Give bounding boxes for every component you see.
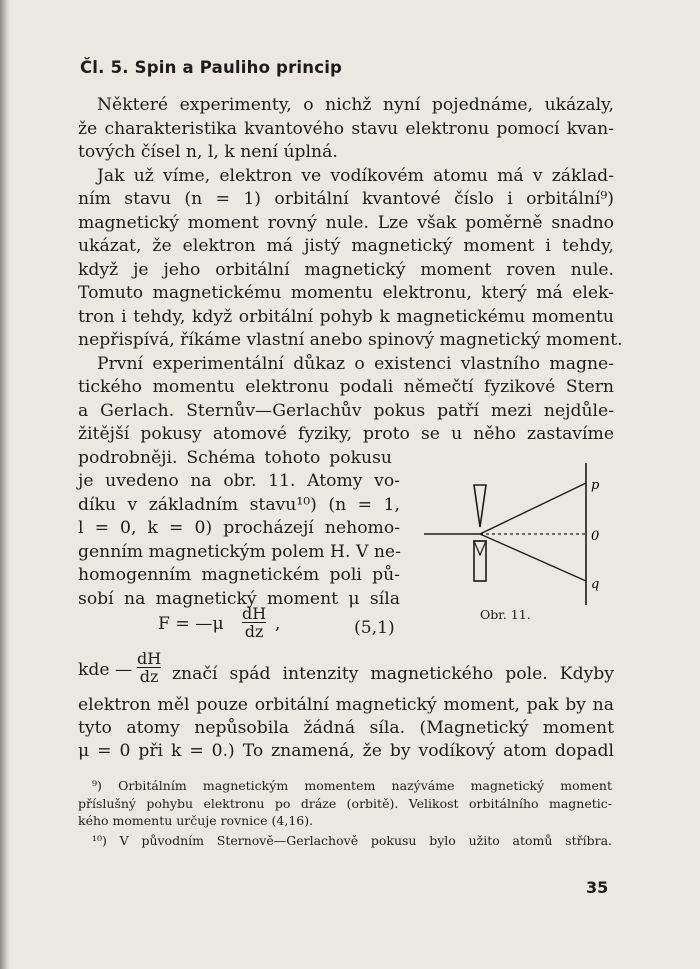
magnet-upper-pole xyxy=(474,485,486,527)
kde-frac-den: dz xyxy=(139,667,159,686)
page-edge-shadow xyxy=(0,0,10,969)
text-line-6: magnetický moment rovný nule. Lze však poměrně snadno xyxy=(78,213,614,233)
stern-gerlach-diagram xyxy=(420,455,610,615)
footnote-9-line-1: ⁹) Orbitálním magnetickým momentem nazýváme magnetický moment xyxy=(92,778,612,793)
kde-rest: značí spád intenzity magnetického pole. Kdyby xyxy=(172,664,614,684)
text-line-24: tyto atomy nepůsobila žádná síla. (Magnetický moment xyxy=(78,718,614,738)
equation-frac-num: dH xyxy=(242,604,267,623)
text-line-4: Jak už víme, elektron ve vodíkovém atomu má v základ- xyxy=(97,166,614,186)
footnote-9-line-3: kého momentu určuje rovnice (4,16). xyxy=(78,813,314,828)
label-0: 0 xyxy=(591,529,600,544)
text-line-22: sobí na magnetický moment μ síla xyxy=(78,589,400,609)
text-line-9: Tomuto magnetickému momentu elektronu, který má elek- xyxy=(78,283,614,303)
text-line-13: tického momentu elektronu podali němečtí fyzikové Stern xyxy=(78,377,614,397)
kde-fraction xyxy=(137,650,161,685)
equation-number: (5,1) xyxy=(354,618,395,638)
text-line-19: l = 0, k = 0) procházejí nehomo- xyxy=(78,518,400,538)
text-line-1: Některé experimenty, o nichž nyní pojednáme, ukázaly, xyxy=(97,95,614,115)
text-line-11: nepřispívá, říkáme vlastní anebo spinový magnetický moment. xyxy=(78,330,623,350)
figure-caption: Obr. 11. xyxy=(480,607,531,622)
text-line-12: První experimentální důkaz o existenci vlastního magne- xyxy=(97,354,614,374)
equation-lhs: F = —μ xyxy=(158,614,224,634)
beam-q xyxy=(480,534,586,581)
footnote-10: ¹⁰) V původním Sternově—Gerlachově pokusu bylo užito atomů stříbra. xyxy=(92,833,612,848)
text-line-8: když je jeho orbitální magnetický moment roven nule. xyxy=(78,260,614,280)
text-line-15: žitější pokusy atomové fyziky, proto se u něho zastavíme xyxy=(78,424,614,444)
beam-p xyxy=(480,483,586,534)
equation-fraction xyxy=(242,605,266,640)
text-line-18: díku v základním stavu¹⁰) (n = 1, xyxy=(78,495,400,515)
text-line-21: homogenním magnetickém poli pů- xyxy=(78,565,400,585)
text-line-7: ukázat, že elektron má jistý magnetický moment i tehdy, xyxy=(78,236,614,256)
text-line-3: tových čísel n, l, k není úplná. xyxy=(78,142,338,162)
text-line-16: podrobněji. Schéma tohoto pokusu xyxy=(78,448,392,468)
label-p: p xyxy=(591,478,600,493)
magnet-lower-tip xyxy=(474,541,486,555)
text-line-17: je uvedeno na obr. 11. Atomy vo- xyxy=(78,471,400,491)
label-q: q xyxy=(591,577,600,592)
text-line-20: genním magnetickým polem H. V ne- xyxy=(78,542,401,562)
section-title: Čl. 5. Spin a Pauliho princip xyxy=(80,58,343,77)
text-line-23: elektron měl pouze orbitální magnetický moment, pak by na xyxy=(78,695,614,715)
text-line-14: a Gerlach. Sternův—Gerlachův pokus patří mezi nejdůle- xyxy=(78,401,614,421)
text-line-25: μ = 0 při k = 0.) To znamená, že by vodíkový atom dopadl xyxy=(78,741,614,761)
kde-prefix: kde — xyxy=(78,660,133,680)
equation-comma: , xyxy=(275,614,281,634)
text-line-10: tron i tehdy, když orbitální pohyb k magnetickému momentu xyxy=(78,307,614,327)
magnet-lower-pole xyxy=(474,541,486,581)
page-number: 35 xyxy=(586,878,609,897)
kde-frac-num: dH xyxy=(137,649,162,668)
text-line-5: ním stavu (n = 1) orbitální kvantové číslo i orbitální⁹) xyxy=(78,189,614,209)
text-line-2: že charakteristika kvantového stavu elektronu pomocí kvan- xyxy=(78,119,614,139)
footnote-9-line-2: příslušný pohybu elektronu po dráze (orbitě). Velikost orbitálního magnetic- xyxy=(78,796,612,811)
equation-frac-den: dz xyxy=(244,622,264,641)
